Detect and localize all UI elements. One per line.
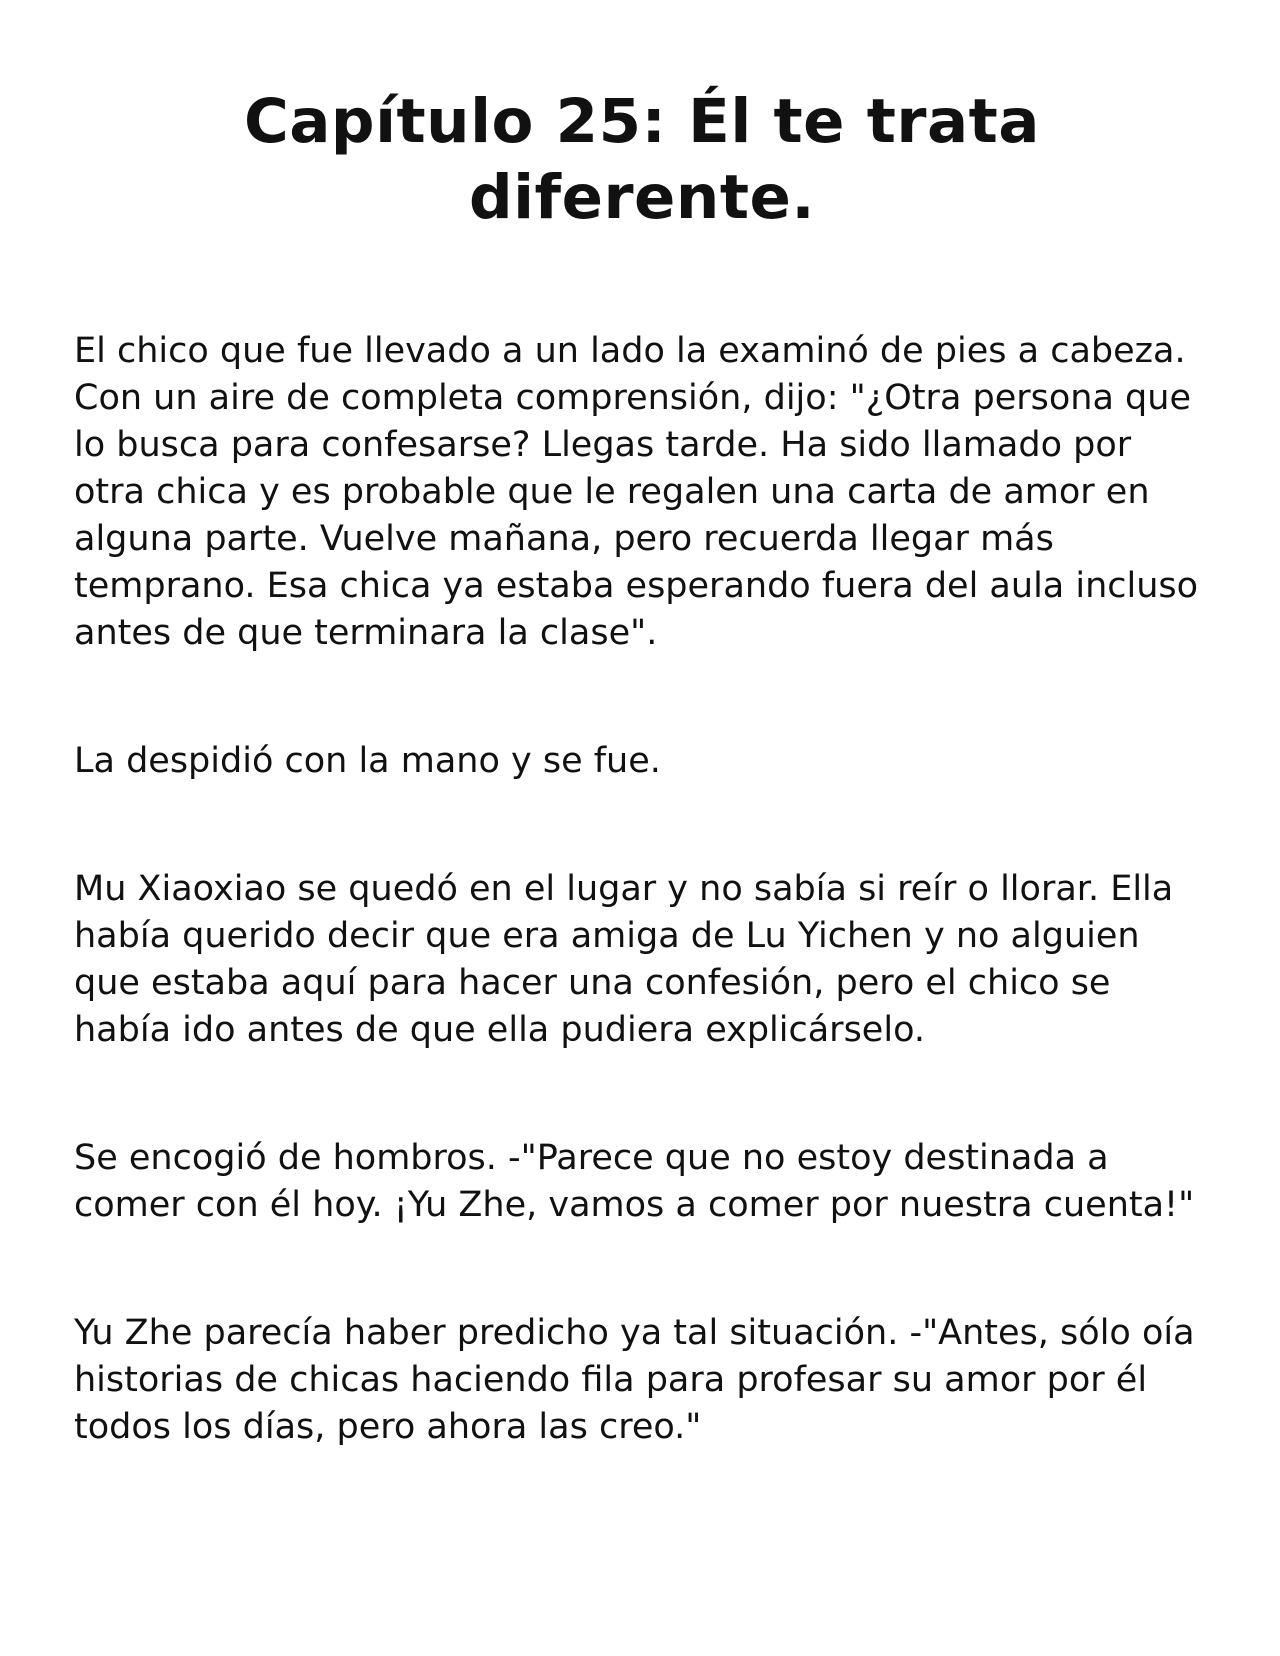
paragraph-5: Yu Zhe parecía haber predicho ya tal situación. -"Antes, sólo oía historias de chicas haciendo fila para profesar su amor por él todos los días, pero ahora las creo.": [74, 1313, 1195, 1447]
paragraph-2: La despidió con la mano y se fue.: [74, 741, 661, 781]
paragraph-3: Mu Xiaoxiao se quedó en el lugar y no sabía si reír o llorar. Ella había querido decir que era amiga de Lu Yichen y no alguien que estaba aquí para hacer una confesión, pero el chico se había ido antes de que ella pudiera explicárselo.: [74, 869, 1174, 1050]
paragraph-1: El chico que fue llevado a un lado la examinó de pies a cabeza. Con un aire de completa comprensión, dijo: "¿Otra persona que lo busca para confesarse? Llegas tarde. Ha sido llamado por otra chica y es probable que le regalen una carta de amor en alguna parte. Vuelve mañana, pero recuerda llegar más temprano. Esa chica ya estaba esperando fuera del aula incluso antes de que terminara la clase".: [74, 331, 1199, 653]
chapter-content: [74, 328, 1210, 1451]
paragraph-4: Se encogió de hombros. -"Parece que no estoy destinada a comer con él hoy. ¡Yu Zhe, vamos a comer por nuestra cuenta!": [74, 1138, 1195, 1225]
chapter-title: Capítulo 25: Él te trata diferente.: [244, 86, 1040, 233]
